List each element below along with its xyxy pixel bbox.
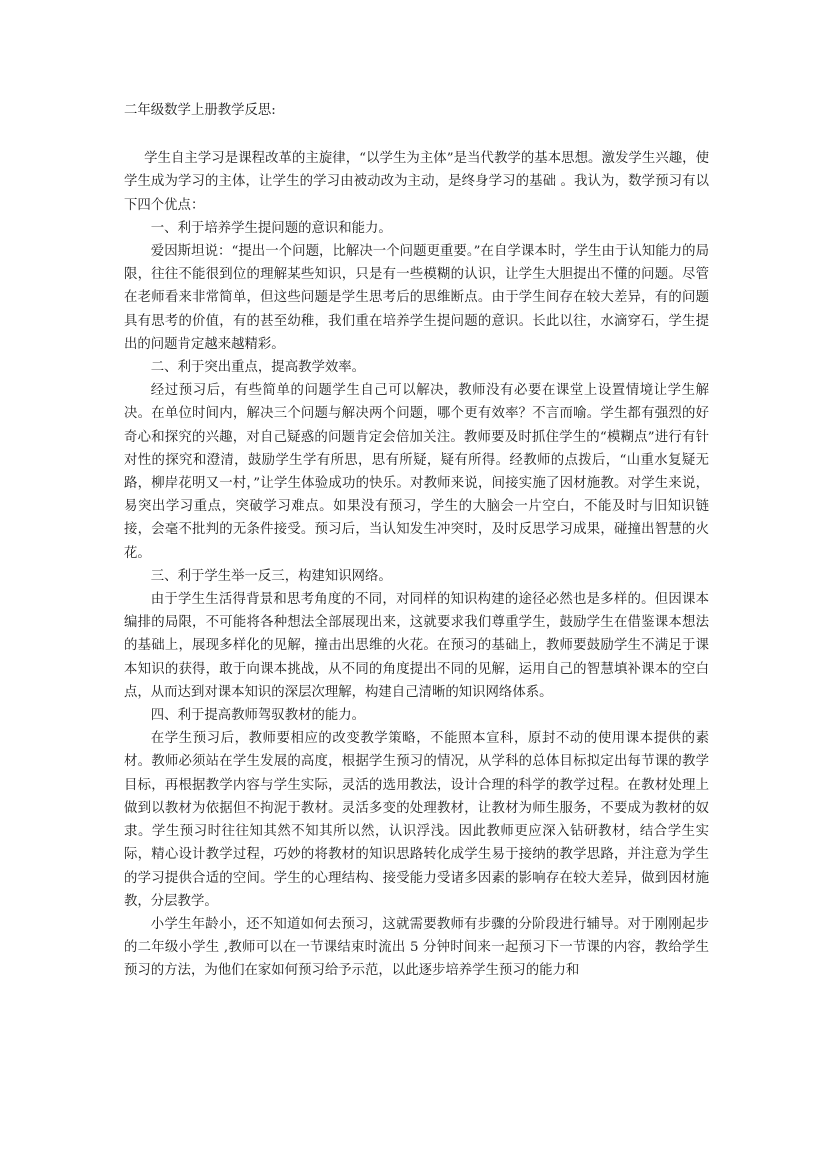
paragraph-point-three: 由于学生生活得背景和思考角度的不同，对同样的知识构建的途径必然也是多样的。但因课本编排的局限，不可能将各种想法全部展现出来，这就要求我们尊重学生，鼓励学生在借鉴课本想法的基础上，展现多样化的见解，撞击出思维的火花。在预习的基础上，教师要鼓励学生不满足于课本知识的获得，敢于向课本挑战，从不同的角度提出不同的见解，运用自己的智慧填补课本的空白点，从而达到对课本知识的深层次理解，构建自己清晰的知识网络体系。 xyxy=(124,592,709,700)
paragraph-intro: 学生自主学习是课程改革的主旋律，“以学生为主体”是当代教学的基本思想。激发学生兴趣，使学生成为学习的主体，让学生的学习由被动改为主动，是终身学习的基础 。我认为，数学预习有以下四个优点： xyxy=(124,151,709,213)
heading-point-one: 一、利于培养学生提问题的意识和能力。 xyxy=(150,220,392,236)
heading-point-two: 二、利于突出重点，提高教学效率。 xyxy=(150,360,366,376)
document-body xyxy=(124,99,709,983)
paragraph-closing: 小学生年龄小，还不知道如何去预习，这就需要教师有步骤的分阶段进行辅导。对于刚刚起步的二年级小学生 ,教师可以在一节课结束时流出 5 分钟时间来一起预习下一节课的内容，教给学生预习的方法，为他们在家如何预习给予示范，以此逐步培养学生预习的能力和 xyxy=(124,916,709,979)
heading-point-four: 四、利于提高教师驾驭教材的能力。 xyxy=(150,708,366,724)
document-title: 二年级数学上册教学反思: xyxy=(124,103,276,118)
paragraph-point-two: 经过预习后，有些简单的问题学生自己可以解决，教师没有必要在课堂上设置情境让学生解决。在单位时间内，解决三个问题与解决两个问题，哪个更有效率？不言而喻。学生都有强烈的好奇心和探究的兴趣，对自己疑惑的问题肯定会倍加关注。教师要及时抓住学生的“模糊点”进行有针对性的探究和澄清，鼓励学生学有所思，思有所疑，疑有所得。经教师的点拨后，“山重水复疑无路，柳岸花明又一村，”让学生体验成功的快乐。对教师来说，间接实施了因材施教。对学生来说，易突出学习重点，突破学习难点。如果没有预习，学生的大脑会一片空白，不能及时与旧知识链接，会毫不批判的无条件接受。预习后，当认知发生冲突时，及时反思学习成果，碰撞出智慧的火花。 xyxy=(124,383,709,561)
heading-point-three: 三、利于学生举一反三，构建知识网络。 xyxy=(150,568,392,584)
paragraph-point-one: 爱因斯坦说：“提出一个问题，比解决一个问题更重要。”在自学课本时，学生由于认知能力的局限，往往不能很到位的理解某些知识，只是有一些模糊的认识，让学生大胆提出不懂的问题。尽管在老师看来非常简单，但这些问题是学生思考后的思维断点。由于学生间存在较大差异，有的问题具有思考的价值，有的甚至幼稚，我们重在培养学生提问题的意识。长此以往，水滴穿石，学生提出的问题肯定越来越精彩。 xyxy=(124,244,709,352)
paragraph-point-four: 在学生预习后，教师要相应的改变教学策略，不能照本宣科，原封不动的使用课本提供的素材。教师必须站在学生发展的高度，根据学生预习的情况，从学科的总体目标拟定出每节课的教学目标，再根据教学内容与学生实际，灵活的选用教法，设计合理的科学的教学过程。在教材处理上做到以教材为依据但不拘泥于教材。灵活多变的处理教材，让教材为师生服务，不要成为教材的奴隶。学生预习时往往知其然不知其所以然，认识浮浅。因此教师更应深入钻研教材，结合学生实际，精心设计教学过程，巧妙的将教材的知识思路转化成学生易于接纳的教学思路，并注意为学生的学习提供合适的空间。学生的心理结构、接受能力受诸多因素的影响存在较大差异，做到因材施教，分层教学。 xyxy=(124,731,709,909)
